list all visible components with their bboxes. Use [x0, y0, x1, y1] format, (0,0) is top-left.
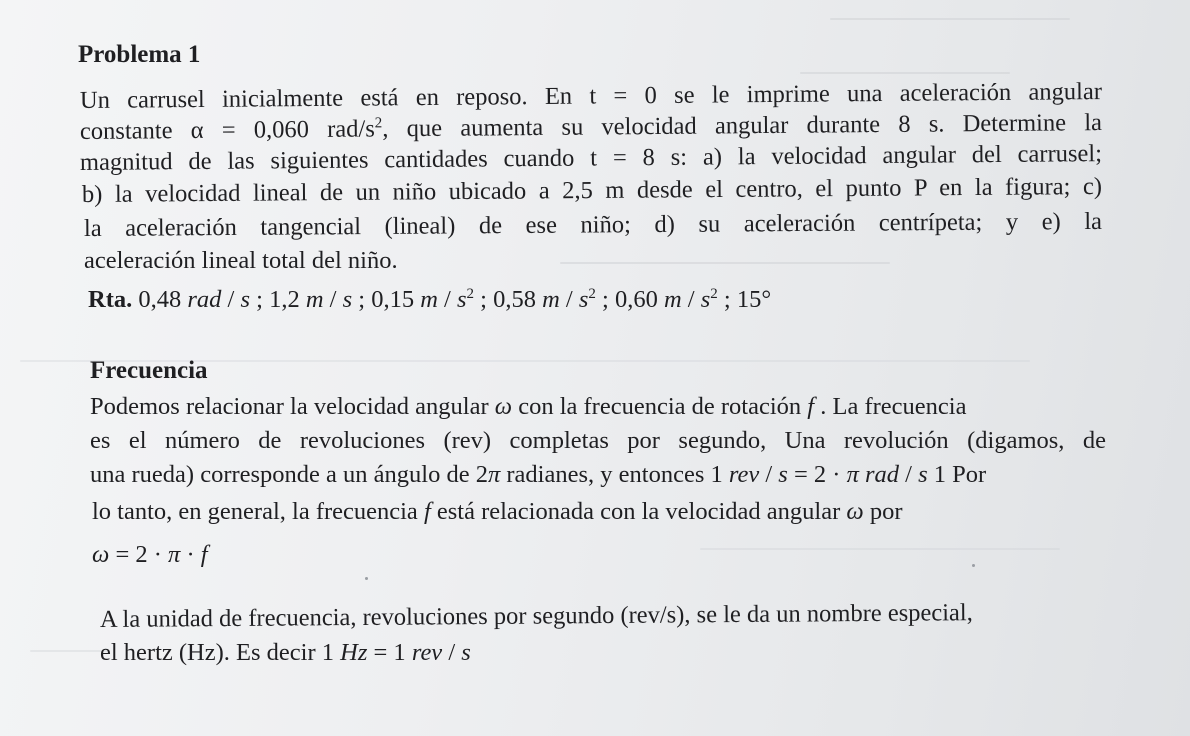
- bleed-through-mark: [30, 650, 110, 652]
- frecuencia-title: Frecuencia: [90, 357, 208, 384]
- hertz-line-1: A la unidad de frecuencia, revoluciones por segundo (rev/s), se le da un nombre especial,: [99, 599, 973, 633]
- frecuencia-line-1: Podemos relacionar la velocidad angular ω con la frecuencia de rotación f . La frecuencia: [90, 393, 967, 420]
- bleed-through-mark: [700, 548, 1060, 550]
- speck-mark: [972, 564, 975, 567]
- answer-a: 0,48 rad / s: [138, 286, 251, 313]
- problem-line-2: constante α = 0,060 rad/$s^2$, que aumenta su velocidad angular durante 8 s. Determine la: [79, 109, 1103, 145]
- problem-line-5: la aceleración tangencial (lineal) de ese niño; d) su aceleración centrípeta; y e) la: [83, 207, 1103, 242]
- problem-title: Problema 1: [78, 41, 201, 68]
- answer-line: Rta. 0,48 rad / s ; 1,2 m / s ; 0,15 m / $s^2$ ; 0,58 m / $s^2$ ; 0,60 m / $s^2$ ; 15°: [88, 286, 772, 313]
- bleed-through-mark: [560, 262, 890, 264]
- problem-line-4: b) la velocidad lineal de un niño ubicado a 2,5 m desde el centro, el punto P en la figura; c): [81, 172, 1103, 208]
- hertz-line-2: el hertz (Hz). Es decir 1 Hz = 1 rev / s: [100, 639, 471, 666]
- bleed-through-mark: [800, 72, 1010, 74]
- omega-formula: ω = 2 · π · f: [92, 541, 208, 568]
- answer-b: 1,2 m / s: [269, 286, 353, 313]
- answer-f: 15°: [736, 286, 772, 313]
- frecuencia-line-4: lo tanto, en general, la frecuencia f está relacionada con la velocidad angular ω por: [92, 498, 903, 525]
- speck-mark: [365, 577, 368, 580]
- problem-line-3: magnitud de las siguientes cantidades cuando t = 8 s: a) la velocidad angular del carrusel;: [79, 140, 1103, 176]
- problem-line-1: Un carrusel inicialmente está en reposo. En t = 0 se le imprime una aceleración angular: [79, 78, 1103, 114]
- answer-e: 0,60 m / $s^2$: [614, 286, 718, 313]
- frecuencia-line-3: una rueda) corresponde a un ángulo de 2π radianes, y entonces 1 rev / s = 2 · π rad / s 1 Por: [90, 461, 987, 488]
- answer-label: Rta.: [88, 286, 133, 313]
- answer-c: 0,15 m / $s^2$: [371, 286, 475, 313]
- frecuencia-line-2: es el número de revoluciones (rev) completas por segundo, Una revolución (digamos, de: [90, 427, 1106, 454]
- answer-d: 0,58 m / $s^2$: [493, 286, 596, 313]
- bleed-through-mark: [830, 18, 1070, 20]
- problem-line-6: aceleración lineal total del niño.: [84, 247, 398, 274]
